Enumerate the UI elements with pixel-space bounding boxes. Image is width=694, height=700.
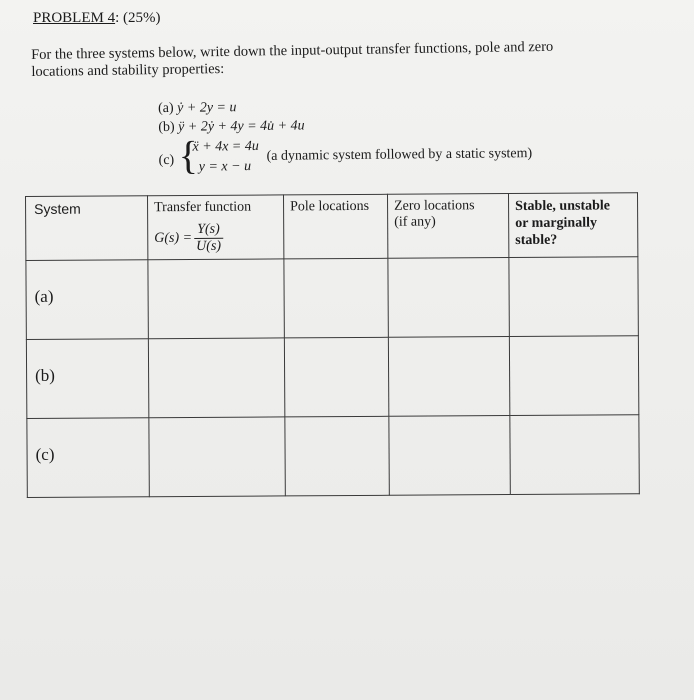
intro-line-1: For the three systems below, write down the input-output transfer functions, pole and zero	[31, 38, 554, 63]
equation-list	[158, 97, 533, 182]
header-stability-line-2: or marginally	[515, 215, 598, 232]
g-numerator: Y(s)	[194, 222, 223, 239]
equation-b-expr: ÿ + 2ẏ + 4y = 4u̇ + 4u	[178, 118, 305, 135]
cell-zeros-a[interactable]	[388, 258, 509, 338]
header-transfer-function	[148, 195, 284, 260]
row-label-c: (c)	[27, 418, 149, 498]
g-denominator: U(s)	[196, 238, 222, 254]
equation-c-line-2: y = x − u	[198, 159, 252, 175]
table-row	[26, 257, 638, 340]
cell-poles-b[interactable]	[284, 337, 388, 417]
header-transfer-label: Transfer function	[154, 199, 252, 216]
cell-poles-c[interactable]	[285, 416, 389, 496]
cell-transfer-c[interactable]	[149, 417, 285, 497]
row-label-b: (b)	[26, 339, 148, 419]
cell-stability-b[interactable]	[509, 336, 638, 416]
cell-poles-a[interactable]	[284, 258, 388, 338]
brace-icon: {	[178, 132, 199, 178]
equation-a-expr: ẏ + 2y = u	[177, 100, 237, 116]
problem-number: PROBLEM 4	[33, 10, 116, 26]
table-header-row	[26, 193, 638, 261]
equation-a	[158, 97, 304, 118]
equation-c	[158, 132, 533, 182]
cell-zeros-c[interactable]	[389, 416, 510, 496]
header-zeros-line-1: Zero locations	[394, 198, 475, 214]
cell-transfer-a[interactable]	[148, 259, 284, 339]
header-zeros-line-2: (if any)	[394, 214, 436, 230]
equation-c-note: (a dynamic system followed by a static system)	[266, 146, 533, 164]
header-poles: Pole locations	[283, 194, 387, 259]
problem-weight: : (25%)	[115, 10, 161, 26]
equation-c-line-1: ẍ + 4x = 4u	[192, 138, 259, 155]
row-label-a: (a)	[26, 260, 148, 340]
transfer-function-formula	[154, 221, 277, 255]
transfer-fraction	[194, 222, 223, 255]
header-stability	[508, 193, 637, 258]
cell-stability-a[interactable]	[509, 257, 638, 337]
problem-intro	[31, 38, 591, 81]
cell-stability-c[interactable]	[510, 415, 639, 495]
header-stability-line-1: Stable, unstable	[515, 198, 611, 215]
problem-title	[33, 10, 161, 27]
equation-c-label: (c)	[158, 152, 175, 168]
g-lhs: G(s) =	[154, 230, 193, 246]
cell-zeros-b[interactable]	[388, 337, 509, 417]
equation-a-label: (a)	[158, 100, 174, 116]
cell-transfer-b[interactable]	[148, 338, 284, 418]
table-row	[26, 336, 638, 419]
header-system: System	[26, 196, 148, 261]
answer-table	[25, 192, 639, 493]
intro-line-2: locations and stability properties:	[31, 60, 225, 80]
table-row	[27, 415, 639, 498]
header-stability-line-3: stable?	[515, 232, 558, 249]
equation-b-label: (b)	[158, 119, 175, 135]
header-zeros	[387, 194, 508, 259]
